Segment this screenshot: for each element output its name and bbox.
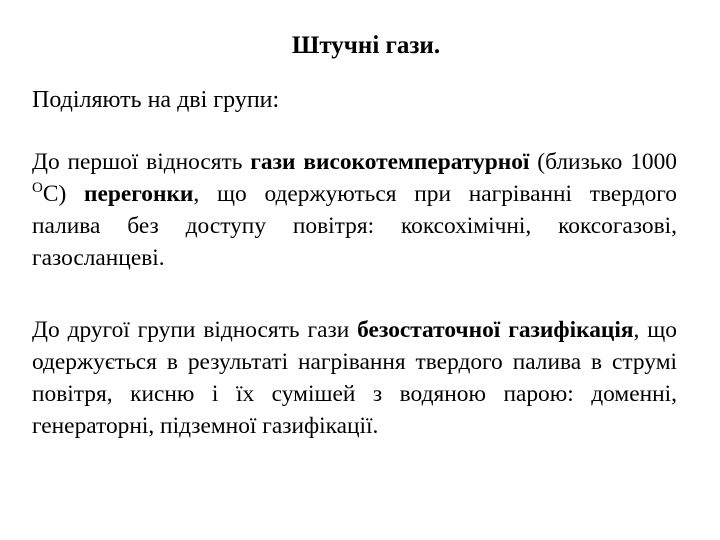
slide-title: Штучні гази. (291, 32, 441, 59)
first-group-text-4: , що одержуються при нагріванні твердого палива без доступу повітря: коксохімічні, коксогазові, газосланцеві. (32, 181, 677, 271)
second-group-text-1: До другої групи відносять гази (32, 317, 358, 343)
degree-superscript: О (32, 180, 43, 196)
intro-text: Поділяють на дві групи: (32, 87, 280, 113)
first-group-text-3: С) (42, 181, 84, 207)
first-group-text-1: До першої відносять (32, 149, 251, 175)
first-group-bold-1: гази високотемпературної (250, 149, 530, 175)
paragraph-second-group (32, 314, 677, 442)
paragraph-first-group (32, 146, 677, 274)
second-group-text-2: , що одержується в результаті нагрівання твердого палива в струмі повітря, кисню і їх сумішей з водяною парою: доменні, генераторні, підземної газифікації. (32, 317, 678, 439)
first-group-text-2: (близько 1000 (529, 149, 677, 175)
first-group-bold-2: перегонки (83, 181, 194, 207)
second-group-bold-1: безостаточної газифікація (357, 317, 634, 343)
